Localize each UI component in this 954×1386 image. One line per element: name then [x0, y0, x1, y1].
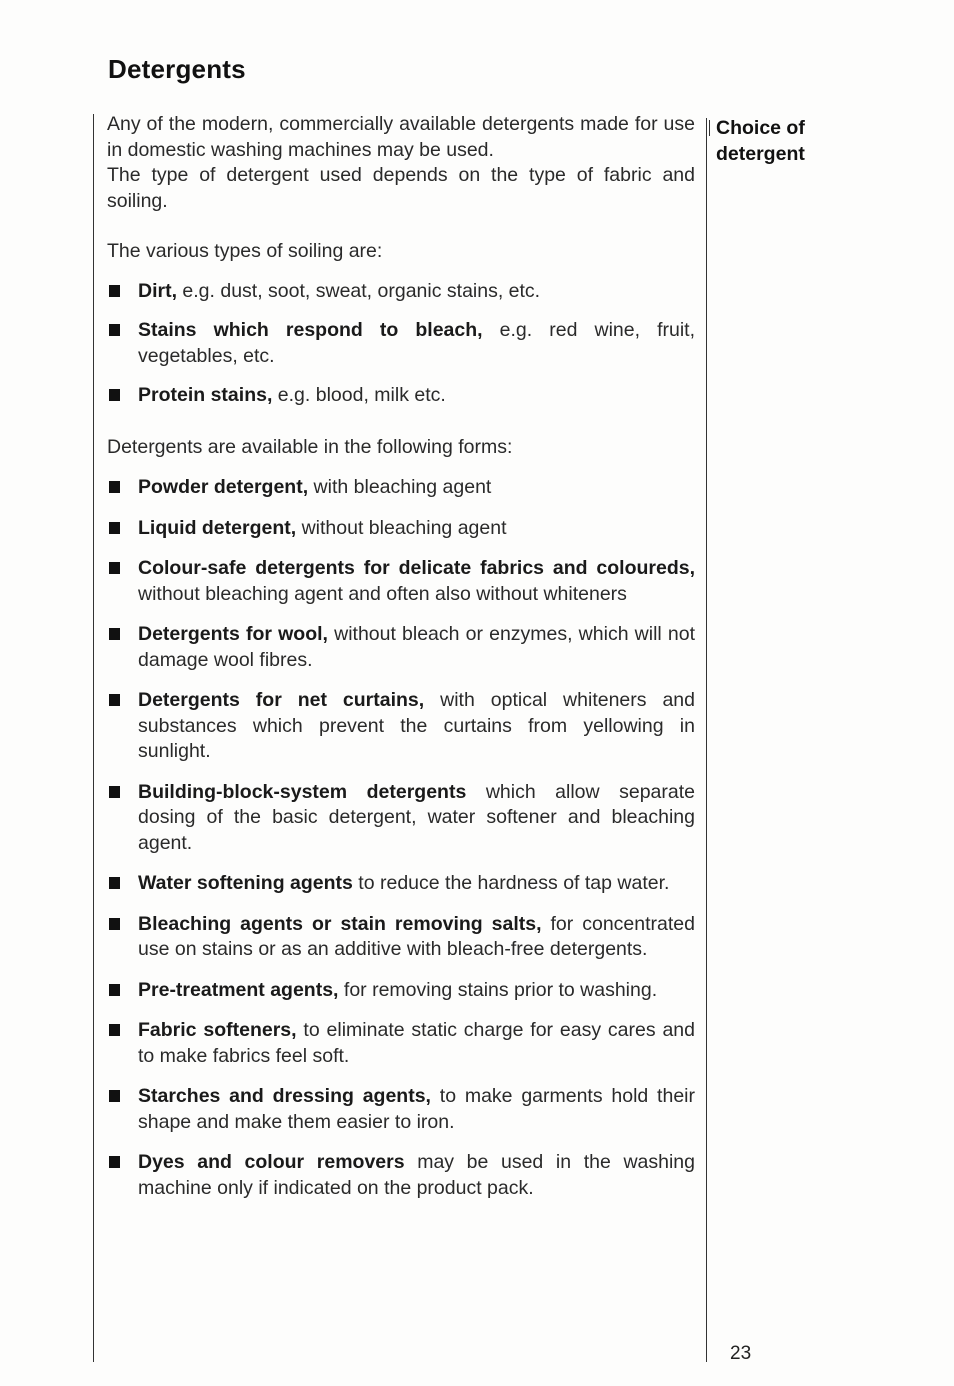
forms-intro: Detergents are available in the following forms:	[107, 435, 513, 458]
item-text: to eliminate static charge for easy cares and to make fabrics feel soft.	[138, 1019, 695, 1067]
square-bullet-icon	[109, 786, 120, 798]
list-item	[107, 475, 695, 501]
column-divider-rule	[706, 118, 707, 1362]
list-item	[107, 556, 695, 607]
item-term: Detergents for wool,	[138, 623, 328, 645]
item-text: without bleaching agent and often also without whiteners	[138, 582, 627, 605]
soiling-list	[107, 279, 695, 409]
side-heading-line1: Choice of	[716, 117, 805, 139]
item-text: to make garments hold their shape and make them easier to iron.	[138, 1085, 695, 1133]
soiling-intro: The various types of soiling are:	[107, 240, 383, 262]
square-bullet-icon	[109, 1156, 120, 1168]
item-term: Dyes and colour removers	[138, 1151, 405, 1173]
item-term: Water softening agents	[138, 872, 353, 894]
square-bullet-icon	[109, 285, 120, 297]
item-term: Protein stains,	[138, 384, 273, 406]
item-text: e.g. red wine, fruit, vegetables, etc.	[138, 319, 696, 367]
item-text: to reduce the hardness of tap water.	[352, 872, 670, 894]
item-term: Fabric softeners,	[138, 1019, 297, 1041]
list-item	[107, 516, 695, 542]
item-term: Dirt,	[138, 279, 177, 302]
list-item	[107, 780, 695, 857]
square-bullet-icon	[109, 324, 120, 336]
list-item	[107, 1150, 695, 1201]
item-term: Pre-treatment agents,	[138, 978, 339, 1001]
intro-paragraph-1: Any of the modern, commercially available detergents made for use in domestic washing machines may be used.	[107, 113, 695, 161]
intro-paragraph-2: The type of detergent used depends on the type of fabric and soiling.	[107, 164, 695, 212]
page-title: Detergents	[108, 54, 246, 84]
side-heading-line2: detergent	[716, 143, 805, 165]
list-item	[107, 318, 695, 369]
list-item	[107, 871, 695, 897]
forms-list	[107, 475, 695, 1201]
item-text: without bleaching agent	[296, 516, 507, 539]
item-term: Powder detergent,	[138, 476, 309, 498]
list-item	[107, 912, 695, 963]
square-bullet-icon	[109, 522, 120, 534]
side-heading-tick	[709, 120, 710, 136]
list-item	[107, 622, 695, 673]
item-text: with bleaching agent	[308, 476, 492, 498]
item-text: which allow separate dosing of the basic detergent, water softener and bleaching agent.	[138, 780, 696, 854]
list-item	[107, 279, 695, 305]
item-text: without bleach or enzymes, which will not damage wool fibres.	[138, 623, 695, 671]
list-item	[107, 688, 695, 765]
item-text: for concentrated use on stains or as an additive with bleach-free detergents.	[138, 912, 695, 960]
list-item	[107, 1084, 695, 1135]
item-term: Building-block-system detergents	[138, 780, 467, 803]
intro-section	[107, 112, 695, 214]
square-bullet-icon	[109, 1090, 120, 1102]
square-bullet-icon	[109, 481, 120, 493]
item-term: Colour-safe detergents for delicate fabrics and coloureds,	[138, 557, 695, 579]
item-term: Bleaching agents or stain removing salts,	[138, 912, 542, 935]
item-text: e.g. dust, soot, sweat, organic stains, etc.	[177, 279, 541, 302]
square-bullet-icon	[109, 877, 120, 889]
page-number: 23	[730, 1343, 752, 1364]
item-text: with optical whiteners and substances which prevent the curtains from yellowing in sunlight.	[138, 689, 695, 762]
square-bullet-icon	[109, 562, 120, 574]
square-bullet-icon	[109, 984, 120, 996]
item-term: Starches and dressing agents,	[138, 1085, 431, 1107]
square-bullet-icon	[109, 389, 120, 401]
item-term: Stains which respond to bleach,	[138, 319, 483, 341]
square-bullet-icon	[109, 694, 120, 706]
main-column	[107, 112, 695, 1201]
item-term: Liquid detergent,	[138, 516, 297, 539]
square-bullet-icon	[109, 918, 120, 930]
list-item	[107, 1018, 695, 1069]
square-bullet-icon	[109, 628, 120, 640]
left-margin-rule	[93, 114, 94, 1362]
item-text: may be used in the washing machine only if indicated on the product pack.	[138, 1151, 695, 1199]
list-item	[107, 383, 695, 409]
item-text: for removing stains prior to washing.	[338, 978, 658, 1001]
square-bullet-icon	[109, 1024, 120, 1036]
list-item	[107, 978, 695, 1004]
item-term: Detergents for net curtains,	[138, 689, 425, 711]
item-text: e.g. blood, milk etc.	[272, 384, 446, 406]
side-heading	[716, 115, 866, 167]
